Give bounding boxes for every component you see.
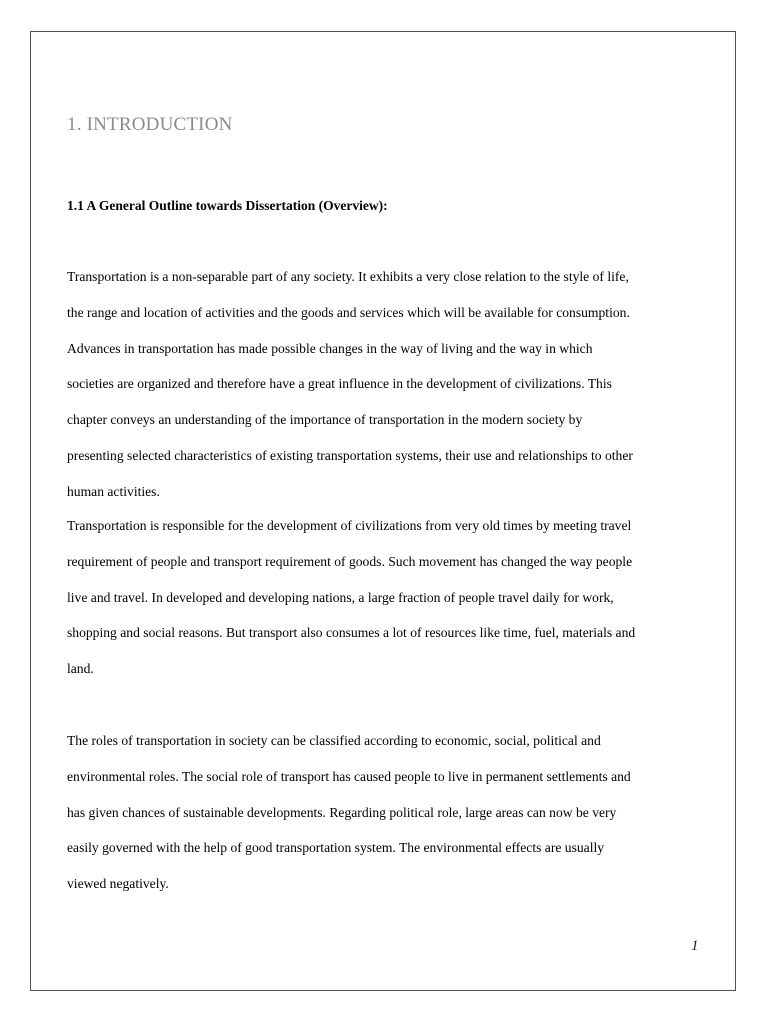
page-number: 1 [691, 938, 699, 954]
text-line: Advances in transportation has made possible changes in the way of living and the way in which [67, 340, 593, 356]
paragraph-development [67, 508, 707, 687]
text-line: societies are organized and therefore have a great influence in the development of civilizations. This [67, 376, 612, 392]
chapter-title: 1. INTRODUCTION [67, 114, 233, 135]
text-line: the range and location of activities and the goods and services which will be available for consumption. [67, 304, 630, 320]
section-heading: 1.1 A General Outline towards Dissertation (Overview): [67, 198, 388, 213]
text-line: chapter conveys an understanding of the importance of transportation in the modern society by [67, 412, 583, 428]
text-line: shopping and social reasons. But transport also consumes a lot of resources like time, fuel, materials and [67, 625, 636, 641]
text-line: The roles of transportation in society can be classified according to economic, social, political and [67, 733, 601, 748]
text-line: viewed negatively. [67, 876, 169, 892]
text-line: presenting selected characteristics of existing transportation systems, their use and relationships to other [67, 447, 633, 463]
text-line: requirement of people and transport requirement of goods. Such movement has changed the way people [67, 553, 633, 569]
text-line: Transportation is a non-separable part of any society. It exhibits a very close relation to the style of life, [67, 269, 629, 284]
text-line: has given chances of sustainable developments. Regarding political role, large areas can now be very [67, 804, 617, 820]
text-line: Transportation is responsible for the development of civilizations from very old times by meeting travel [67, 518, 632, 533]
text-line: land. [67, 661, 94, 677]
paragraph-roles [67, 723, 707, 902]
text-line: live and travel. In developed and developing nations, a large fraction of people travel daily for work, [67, 589, 614, 605]
text-line: human activities. [67, 483, 160, 499]
paragraph-overview [67, 259, 707, 510]
text-line: environmental roles. The social role of transport has caused people to live in permanent settlements and [67, 768, 631, 784]
text-line: easily governed with the help of good transportation system. The environmental effects are usually [67, 840, 605, 856]
